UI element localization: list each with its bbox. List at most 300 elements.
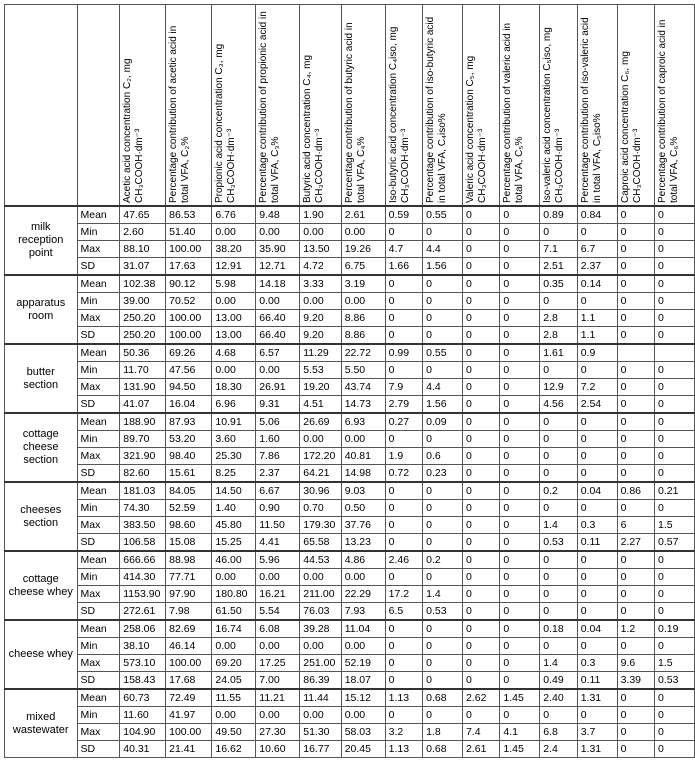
table-cell: 0 (462, 620, 499, 638)
table-cell: 0.55 (423, 206, 463, 224)
table-cell: 0 (540, 569, 577, 586)
table-row (5, 362, 695, 379)
table-cell: 1.90 (300, 206, 341, 224)
table-row (5, 241, 695, 258)
table-cell: 0.19 (655, 620, 695, 638)
column-header (341, 5, 385, 207)
table-cell: 6.93 (341, 413, 385, 431)
table-cell: 0 (462, 413, 499, 431)
table-cell: 383.50 (120, 517, 166, 534)
table-row (5, 517, 695, 534)
table-cell: 52.19 (341, 655, 385, 672)
table-cell: 7.9 (385, 379, 422, 396)
table-cell: 4.68 (212, 344, 256, 362)
table-cell: 102.38 (120, 275, 166, 293)
table-cell: 43.74 (341, 379, 385, 396)
table-cell: 1.5 (655, 655, 695, 672)
header-row (5, 5, 695, 207)
table-cell: 0 (500, 206, 540, 224)
table-cell: 0 (617, 603, 654, 621)
table-cell: 27.30 (256, 724, 300, 741)
table-cell: 0 (617, 241, 654, 258)
table-cell: 0 (577, 603, 617, 621)
table-cell: 0 (500, 465, 540, 483)
table-cell: 90.12 (166, 275, 212, 293)
table-cell: 69.20 (212, 655, 256, 672)
table-cell: 0 (500, 344, 540, 362)
table-cell: 40.81 (341, 448, 385, 465)
table-cell: 9.03 (341, 482, 385, 500)
table-cell: 0 (540, 413, 577, 431)
table-cell: 2.4 (540, 741, 577, 758)
table-cell: 4.7 (385, 241, 422, 258)
table-cell: 72.49 (166, 689, 212, 707)
table-cell: 0 (577, 431, 617, 448)
table-row (5, 672, 695, 690)
table-cell: 0 (500, 224, 540, 241)
table-cell: 1.56 (423, 258, 463, 276)
table-cell: 60.73 (120, 689, 166, 707)
table-cell: 0 (500, 448, 540, 465)
column-header-label: Valeric acid concentration C₅, mg CH₃COOH·dm⁻³ (464, 55, 488, 203)
table-cell: 0 (655, 551, 695, 569)
table-cell: 0 (540, 551, 577, 569)
stat-label: Mean (77, 482, 120, 500)
column-header-label: Percentage contribution of caproic acid in total VFA, C₆% (657, 19, 680, 203)
table-cell: 6.57 (256, 344, 300, 362)
table-cell: 0 (577, 413, 617, 431)
table-cell: 0.27 (385, 413, 422, 431)
table-cell: 0 (462, 707, 499, 724)
table-cell: 0 (500, 655, 540, 672)
table-cell: 7.98 (166, 603, 212, 621)
table-cell: 82.60 (120, 465, 166, 483)
table-cell: 272.61 (120, 603, 166, 621)
table-cell: 5.06 (256, 413, 300, 431)
table-cell: 0 (655, 689, 695, 707)
table-cell: 4.1 (500, 724, 540, 741)
table-cell: 65.58 (300, 534, 341, 552)
table-cell: 0.55 (423, 344, 463, 362)
table-cell: 188.90 (120, 413, 166, 431)
table-cell: 0 (500, 396, 540, 414)
table-cell: 414.30 (120, 569, 166, 586)
table-cell: 0 (655, 362, 695, 379)
table-cell: 6.8 (540, 724, 577, 741)
stat-label: Max (77, 655, 120, 672)
table-row (5, 413, 695, 431)
table-cell: 2.46 (385, 551, 422, 569)
table-row (5, 741, 695, 758)
table-cell: 0 (500, 241, 540, 258)
table-cell: 37.76 (341, 517, 385, 534)
table-cell: 0.00 (300, 638, 341, 655)
table-cell: 0 (423, 431, 463, 448)
table-cell: 0 (500, 379, 540, 396)
table-cell: 17.25 (256, 655, 300, 672)
table-cell: 16.21 (256, 586, 300, 603)
group-label: butter section (5, 344, 78, 413)
table-cell: 100.00 (166, 327, 212, 345)
table-cell: 0 (423, 534, 463, 552)
table-row (5, 465, 695, 483)
table-cell: 0 (385, 431, 422, 448)
table-cell: 24.05 (212, 672, 256, 690)
table-cell: 86.53 (166, 206, 212, 224)
table-cell: 0 (423, 224, 463, 241)
vfa-table-container (4, 4, 695, 758)
table-cell: 13.00 (212, 310, 256, 327)
table-cell: 58.03 (341, 724, 385, 741)
table-cell: 2.62 (462, 689, 499, 707)
stat-label: SD (77, 534, 120, 552)
table-cell: 0 (423, 482, 463, 500)
table-cell: 14.50 (212, 482, 256, 500)
table-cell: 0 (500, 534, 540, 552)
table-cell: 0 (500, 500, 540, 517)
table-cell: 1.31 (577, 741, 617, 758)
table-cell: 16.62 (212, 741, 256, 758)
table-cell: 15.08 (166, 534, 212, 552)
table-cell: 0 (462, 327, 499, 345)
stat-label: Min (77, 224, 120, 241)
table-cell: 39.00 (120, 293, 166, 310)
table-cell: 2.27 (617, 534, 654, 552)
column-header-label: Percentage contribution of butyric acid in total VFA, C₄% (343, 22, 367, 203)
table-cell: 1.5 (655, 517, 695, 534)
table-cell: 0.00 (256, 362, 300, 379)
table-cell: 0 (655, 293, 695, 310)
table-cell: 172.20 (300, 448, 341, 465)
table-cell: 0 (655, 206, 695, 224)
group-label: milk reception point (5, 206, 78, 275)
table-cell: 11.60 (120, 707, 166, 724)
column-header (500, 5, 540, 207)
table-cell: 573.10 (120, 655, 166, 672)
table-cell: 44.53 (300, 551, 341, 569)
table-cell: 98.60 (166, 517, 212, 534)
table-cell: 26.69 (300, 413, 341, 431)
table-cell: 0 (617, 741, 654, 758)
column-header (423, 5, 463, 207)
table-cell: 0 (423, 275, 463, 293)
column-header (300, 5, 341, 207)
table-cell: 69.26 (166, 344, 212, 362)
table-cell: 0 (500, 569, 540, 586)
table-cell: 0 (462, 241, 499, 258)
table-cell: 0 (500, 620, 540, 638)
table-cell: 0.00 (212, 293, 256, 310)
table-cell: 19.26 (341, 241, 385, 258)
stat-label: SD (77, 396, 120, 414)
table-cell: 87.93 (166, 413, 212, 431)
table-cell: 3.2 (385, 724, 422, 741)
table-cell: 0 (540, 224, 577, 241)
table-cell: 5.50 (341, 362, 385, 379)
table-cell: 17.63 (166, 258, 212, 276)
table-cell: 0 (500, 586, 540, 603)
table-cell: 2.37 (256, 465, 300, 483)
table-cell: 0 (500, 293, 540, 310)
table-cell: 3.33 (300, 275, 341, 293)
table-cell: 0 (655, 379, 695, 396)
table-cell: 1.45 (500, 689, 540, 707)
stat-label: SD (77, 327, 120, 345)
table-cell: 0 (540, 586, 577, 603)
table-cell: 25.30 (212, 448, 256, 465)
table-cell: 0.00 (256, 224, 300, 241)
table-cell: 0 (655, 707, 695, 724)
table-cell: 0 (462, 482, 499, 500)
table-cell: 0 (462, 224, 499, 241)
table-cell: 180.80 (212, 586, 256, 603)
table-cell: 11.04 (341, 620, 385, 638)
stat-label: Mean (77, 344, 120, 362)
table-cell: 15.61 (166, 465, 212, 483)
table-cell: 98.40 (166, 448, 212, 465)
table-cell: 0 (385, 707, 422, 724)
column-header-label: Iso-valeric acid concentration C₅iso, mg CH₃COOH·dm⁻³ (542, 27, 566, 203)
column-header-label: Butyric acid concentration C₄, mg CH₃COOH·dm⁻³ (302, 54, 326, 203)
table-cell: 88.10 (120, 241, 166, 258)
column-header (540, 5, 577, 207)
table-cell: 0 (385, 327, 422, 345)
table-row (5, 275, 695, 293)
table-cell: 2.79 (385, 396, 422, 414)
table-cell: 181.03 (120, 482, 166, 500)
table-cell: 0.00 (341, 638, 385, 655)
table-cell: 0 (423, 707, 463, 724)
table-cell: 0 (540, 431, 577, 448)
column-header-label: Percentage contribution of iso-valeric acid in total VFA, C₅iso% (579, 17, 603, 203)
table-cell: 8.25 (212, 465, 256, 483)
table-cell: 1.66 (385, 258, 422, 276)
table-cell: 0 (577, 707, 617, 724)
table-cell: 0 (617, 465, 654, 483)
table-cell: 2.60 (120, 224, 166, 241)
table-cell: 0 (423, 638, 463, 655)
table-cell: 12.91 (212, 258, 256, 276)
table-cell: 0 (577, 465, 617, 483)
table-cell: 0 (462, 534, 499, 552)
table-cell: 2.37 (577, 258, 617, 276)
table-cell: 0 (500, 638, 540, 655)
table-cell: 38.20 (212, 241, 256, 258)
table-cell: 4.4 (423, 241, 463, 258)
table-row (5, 258, 695, 276)
group-label: cheese whey (5, 620, 78, 689)
table-cell: 1.4 (540, 655, 577, 672)
table-cell: 1.56 (423, 396, 463, 414)
stat-label: SD (77, 258, 120, 276)
stat-label: Max (77, 379, 120, 396)
table-cell: 66.40 (256, 327, 300, 345)
table-row (5, 655, 695, 672)
table-cell: 211.00 (300, 586, 341, 603)
table-cell: 0 (617, 310, 654, 327)
table-cell: 1.60 (256, 431, 300, 448)
table-cell: 0 (423, 293, 463, 310)
table-cell: 52.59 (166, 500, 212, 517)
table-row (5, 500, 695, 517)
table-cell: 0 (385, 275, 422, 293)
table-cell: 49.50 (212, 724, 256, 741)
table-cell: 11.50 (256, 517, 300, 534)
table-cell: 0.68 (423, 689, 463, 707)
table-cell: 0 (462, 517, 499, 534)
table-cell: 0 (655, 413, 695, 431)
table-cell: 40.31 (120, 741, 166, 758)
table-cell: 0 (617, 638, 654, 655)
table-cell: 0 (655, 465, 695, 483)
table-cell: 0.99 (385, 344, 422, 362)
table-cell: 11.21 (256, 689, 300, 707)
table-cell: 0 (462, 603, 499, 621)
table-cell: 21.41 (166, 741, 212, 758)
table-cell: 4.41 (256, 534, 300, 552)
table-cell: 0.00 (341, 569, 385, 586)
table-cell: 2.40 (540, 689, 577, 707)
table-row (5, 569, 695, 586)
table-cell: 13.23 (341, 534, 385, 552)
table-cell: 0 (385, 310, 422, 327)
table-cell: 0 (500, 362, 540, 379)
table-cell: 0.00 (212, 707, 256, 724)
table-cell: 9.6 (617, 655, 654, 672)
table-cell: 0.3 (577, 655, 617, 672)
table-cell: 0.57 (655, 534, 695, 552)
table-cell: 0.00 (300, 707, 341, 724)
table-cell: 0 (385, 655, 422, 672)
stat-label: Max (77, 448, 120, 465)
table-row (5, 638, 695, 655)
table-cell: 2.8 (540, 327, 577, 345)
table-cell: 1153.90 (120, 586, 166, 603)
table-row (5, 724, 695, 741)
table-cell: 0.00 (300, 569, 341, 586)
table-cell: 94.50 (166, 379, 212, 396)
table-cell: 84.05 (166, 482, 212, 500)
table-cell: 17.68 (166, 672, 212, 690)
table-cell: 0.00 (212, 569, 256, 586)
vfa-statistics-table (4, 4, 695, 758)
table-cell: 0.72 (385, 465, 422, 483)
table-cell: 0 (655, 448, 695, 465)
table-cell: 6.96 (212, 396, 256, 414)
table-cell: 15.25 (212, 534, 256, 552)
table-cell: 0 (423, 500, 463, 517)
group-label: cottage cheese section (5, 413, 78, 482)
table-cell: 0 (462, 344, 499, 362)
stat-label: SD (77, 465, 120, 483)
table-cell: 0 (655, 241, 695, 258)
table-cell: 51.40 (166, 224, 212, 241)
table-row (5, 327, 695, 345)
stat-label: Max (77, 310, 120, 327)
table-cell: 0 (540, 707, 577, 724)
table-cell: 0.2 (540, 482, 577, 500)
table-cell: 0 (577, 551, 617, 569)
table-cell: 1.40 (212, 500, 256, 517)
column-header (256, 5, 300, 207)
table-cell: 4.56 (540, 396, 577, 414)
table-cell: 11.44 (300, 689, 341, 707)
table-cell: 10.60 (256, 741, 300, 758)
table-cell: 41.97 (166, 707, 212, 724)
table-cell: 0 (540, 603, 577, 621)
table-cell: 0 (462, 655, 499, 672)
table-cell: 16.77 (300, 741, 341, 758)
table-cell: 6.75 (341, 258, 385, 276)
table-cell: 7.1 (540, 241, 577, 258)
table-cell: 16.74 (212, 620, 256, 638)
table-cell: 0 (385, 638, 422, 655)
table-cell: 0 (423, 517, 463, 534)
table-cell: 0 (500, 517, 540, 534)
table-cell: 7.93 (341, 603, 385, 621)
column-header (166, 5, 212, 207)
table-cell: 1.13 (385, 689, 422, 707)
table-cell: 6.7 (577, 241, 617, 258)
table-cell: 0.00 (256, 638, 300, 655)
table-cell: 0 (617, 569, 654, 586)
table-cell: 0 (617, 413, 654, 431)
table-cell: 89.70 (120, 431, 166, 448)
table-cell: 0 (385, 482, 422, 500)
table-cell: 0 (462, 258, 499, 276)
table-cell: 0 (577, 224, 617, 241)
column-header (120, 5, 166, 207)
table-cell: 0.00 (256, 707, 300, 724)
table-cell: 0.68 (423, 741, 463, 758)
table-body (5, 206, 695, 758)
table-cell: 0 (385, 517, 422, 534)
column-header (462, 5, 499, 207)
table-cell: 0.86 (617, 482, 654, 500)
table-cell: 0 (617, 327, 654, 345)
table-cell: 0.00 (341, 707, 385, 724)
table-cell: 18.30 (212, 379, 256, 396)
stat-label: Max (77, 586, 120, 603)
table-cell: 100.00 (166, 310, 212, 327)
column-header-label: Percentage contribution of propionic acid in total VFA, C₃% (258, 11, 282, 203)
table-cell: 106.58 (120, 534, 166, 552)
table-cell: 7.2 (577, 379, 617, 396)
table-cell: 0.00 (341, 431, 385, 448)
table-cell: 1.9 (385, 448, 422, 465)
table-cell: 2.8 (540, 310, 577, 327)
table-cell: 0 (655, 396, 695, 414)
table-cell: 0 (462, 569, 499, 586)
table-row (5, 620, 695, 638)
table-cell: 3.7 (577, 724, 617, 741)
stat-label: SD (77, 672, 120, 690)
table-cell: 0 (462, 586, 499, 603)
table-cell: 0 (385, 620, 422, 638)
table-cell: 7.86 (256, 448, 300, 465)
table-cell: 0 (617, 379, 654, 396)
table-cell: 77.71 (166, 569, 212, 586)
table-cell: 39.28 (300, 620, 341, 638)
table-cell: 104.90 (120, 724, 166, 741)
table-cell: 0 (577, 362, 617, 379)
table-cell: 0 (577, 293, 617, 310)
table-cell: 0 (577, 448, 617, 465)
table-cell: 0 (462, 310, 499, 327)
table-cell: 0 (617, 206, 654, 224)
table-cell: 61.50 (212, 603, 256, 621)
stat-label: SD (77, 741, 120, 758)
